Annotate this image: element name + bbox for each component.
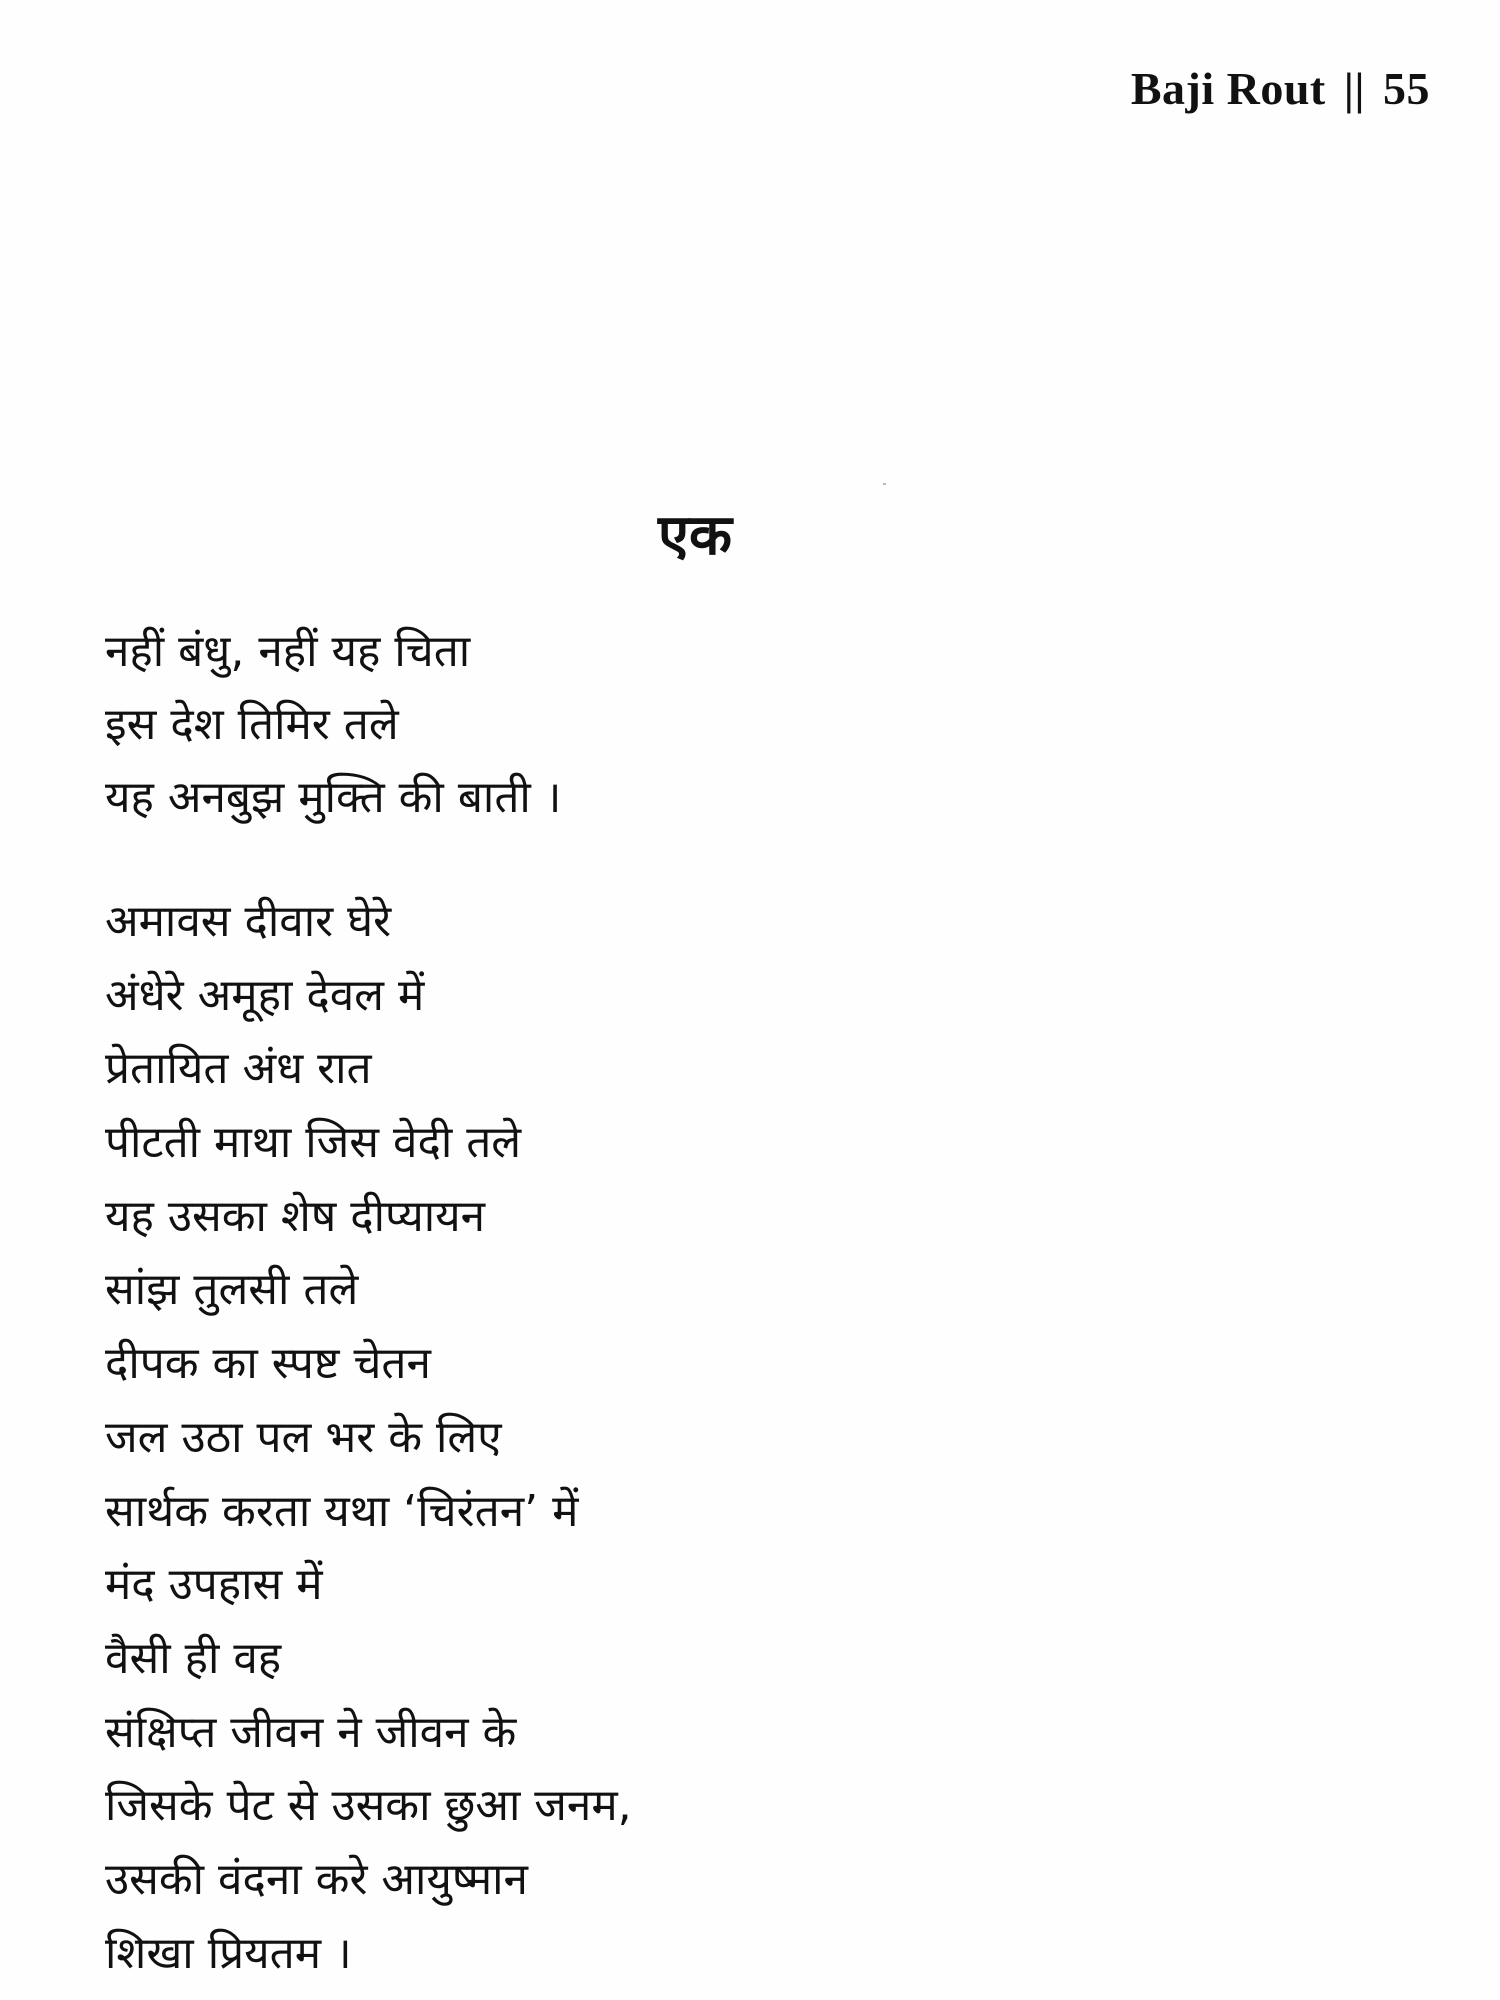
page-number: 55 [1383, 63, 1430, 114]
poem-line: सार्थक करता यथा ‘चिरंतन’ में [105, 1485, 579, 1537]
poem-line: उसकी वंदना करे आयुष्मान [105, 1853, 528, 1905]
poem-line: प्रेतायित अंध रात [105, 1043, 372, 1095]
poem-line: अमावस दीवार घेरे [105, 896, 392, 947]
poem-title: एक [658, 503, 732, 568]
poem-line: दीपक का स्पष्ट चेतन [105, 1338, 431, 1390]
poem-line: शिखा प्रियतम । [105, 1927, 352, 1979]
poem-line: अंधेरे अमूहा देवल में [105, 969, 425, 1021]
scan-speck [883, 483, 886, 485]
poem-line: जिसके पेट से उसका छुआ जनम, [105, 1780, 632, 1832]
poem-line: नहीं बंधु, नहीं यह चिता [105, 626, 471, 677]
header-book-title: Baji Rout [1130, 63, 1326, 114]
poem-line: सांझ तुलसी तले [105, 1264, 359, 1316]
poem-line: संक्षिप्त जीवन ने जीवन के [105, 1706, 517, 1758]
stanza-1 [105, 615, 561, 834]
poem-line: मंद उपहास में [105, 1559, 323, 1611]
poem-line: वैसी ही वह [105, 1632, 282, 1684]
running-header [1131, 62, 1430, 115]
poem-line: यह अनबुझ मुक्ति की बाती । [105, 772, 562, 823]
poem-line: यह उसका शेष दीप्यायन [105, 1190, 486, 1242]
poem-line: जल उठा पल भर के लिए [105, 1411, 502, 1463]
poem-line: पीटती माथा जिस वेदी तले [105, 1117, 522, 1169]
stanza-2 [105, 885, 632, 1990]
poem-line: इस देश तिमिर तले [105, 699, 399, 750]
header-separator: || [1343, 63, 1365, 114]
